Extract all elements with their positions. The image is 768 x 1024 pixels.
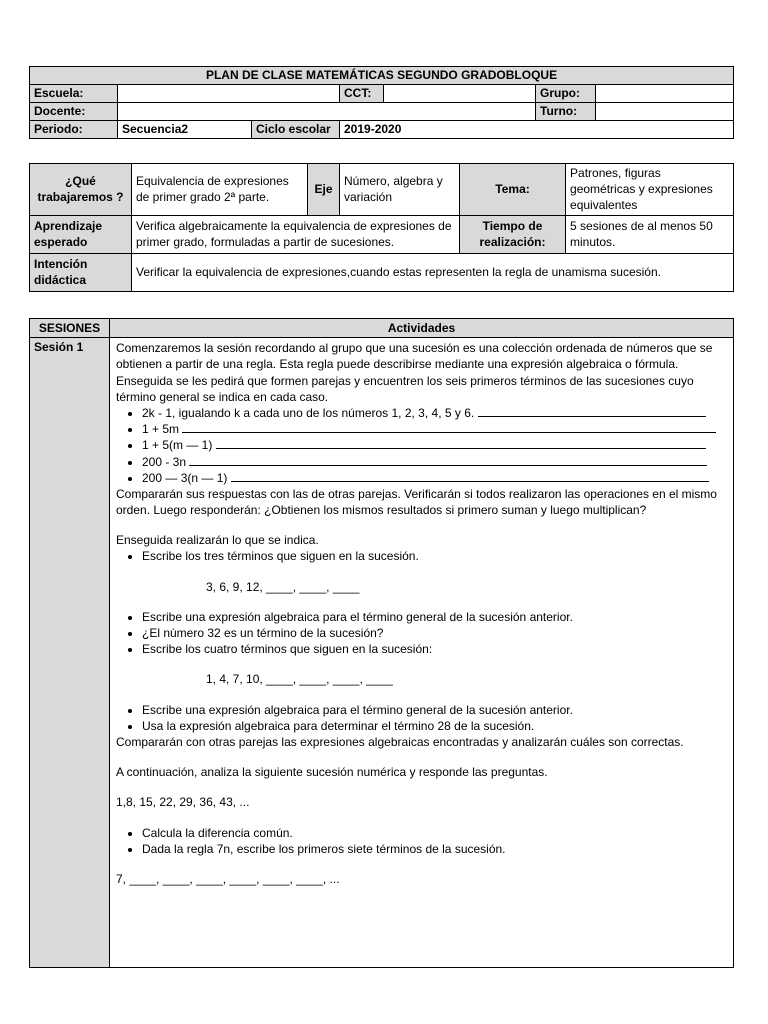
list-item: • Usa la expresión algebraica para determinar el término 28 de la sucesión. (142, 718, 727, 734)
answer-line[interactable] (478, 415, 706, 417)
list-item (142, 470, 727, 486)
expression-2: 1 + 5m (142, 422, 180, 437)
eje-value: Número, algebra y variación (340, 164, 460, 216)
list-item: • Escribe una expresión algebraica para el término general de la sucesión anterior. (142, 702, 727, 718)
turno-label: Turno: (536, 103, 596, 121)
task-list-2 (116, 609, 727, 658)
sequence-1: 3, 6, 9, 12, ____, ____, ____ (206, 579, 360, 594)
col-sesiones: SESIONES (30, 319, 110, 338)
docente-label: Docente: (30, 103, 118, 121)
activities-cell (110, 338, 734, 968)
aprendizaje-value: Verifica algebraicamente la equivalencia de expresiones de primer grado, formuladas a partir de sucesiones. (132, 215, 460, 253)
grupo-label: Grupo: (536, 85, 596, 103)
list-item (142, 454, 727, 470)
que-trabajaremos-label: ¿Qué trabajaremos ? (30, 164, 132, 216)
sequence-2: 1, 4, 7, 10, ____, ____, ____, ____ (206, 672, 393, 687)
tiempo-value: 5 sesiones de al menos 50 minutos. (566, 215, 734, 253)
task-list-1 (116, 548, 727, 564)
list-item: • Calcula la diferencia común. (142, 825, 727, 841)
enseguida-text: Enseguida realizarán lo que se indica. (116, 533, 319, 548)
list-item (142, 437, 727, 453)
expression-5: 200 — 3(n — 1) (142, 470, 228, 485)
list-item: • Escribe los cuatro términos que siguen en la sucesión: (142, 641, 727, 657)
intencion-value: Verificar la equivalencia de expresiones,cuando estas representen la regla de unamisma sucesión. (132, 253, 734, 291)
col-actividades: Actividades (110, 319, 734, 338)
cct-field[interactable] (384, 85, 536, 103)
expression-3: 1 + 5(m — 1) (142, 438, 213, 453)
answer-line[interactable] (216, 447, 706, 449)
ciclo-label: Ciclo escolar (252, 121, 340, 139)
intro-text: Comenzaremos la sesión recordando al grupo que una sucesión es una colección ordenada de números que se obtienen a partir de una regla. Esta regla puede describirse mediante una expresión algebraica o fórmula. Enseguida se les pedirá que formen parejas y encuentren los seis primeros términos de las sucesiones cuyo término general se indica en cada caso. (116, 341, 713, 404)
escuela-label: Escuela: (30, 85, 118, 103)
periodo-value: Secuencia2 (118, 121, 252, 139)
plan-title: PLAN DE CLASE MATEMÁTICAS SEGUNDO GRADOBLOQUE (30, 67, 734, 85)
sessions-table (29, 318, 734, 968)
expression-4: 200 - 3n (142, 454, 187, 469)
grupo-field[interactable] (596, 85, 734, 103)
continuacion-text: A continuación, analiza la siguiente sucesión numérica y responde las preguntas. (116, 765, 548, 780)
docente-field[interactable] (118, 103, 536, 121)
answer-line[interactable] (231, 480, 709, 482)
que-trabajaremos-value: Equivalencia de expresiones de primer grado 2ª parte. (132, 164, 308, 216)
aprendizaje-label: Aprendizaje esperado (30, 215, 132, 253)
eje-label: Eje (308, 164, 340, 216)
list-item (142, 421, 727, 437)
list-item: • ¿El número 32 es un término de la sucesión? (142, 625, 727, 641)
tema-label: Tema: (460, 164, 566, 216)
cct-label: CCT: (340, 85, 384, 103)
answer-line[interactable] (189, 464, 707, 466)
intencion-label: Intención didáctica (30, 253, 132, 291)
periodo-label: Periodo: (30, 121, 118, 139)
compare-text-1: Compararán sus respuestas con las de otras parejas. Verificarán si todos realizaron las operaciones en el mismo orden. Luego responderán: ¿Obtienen los mismos resultados si primero suman y luego multiplican? (116, 486, 717, 518)
list-item: • Dada la regla 7n, escribe los primeros siete términos de la sucesión. (142, 841, 727, 857)
info-table (29, 163, 734, 292)
turno-field[interactable] (596, 103, 734, 121)
ciclo-value: 2019-2020 (340, 121, 734, 139)
expressions-list (116, 405, 727, 486)
tiempo-label: Tiempo de realización: (460, 215, 566, 253)
list-item (142, 405, 727, 421)
header-table (29, 66, 734, 139)
sequence-4: 7, ____, ____, ____, ____, ____, ____, ... (116, 871, 340, 886)
list-item: • Escribe los tres términos que siguen en la sucesión. (142, 548, 727, 564)
list-item: • Escribe una expresión algebraica para el término general de la sucesión anterior. (142, 609, 727, 625)
task-list-3 (116, 702, 727, 734)
task-list-4 (116, 825, 727, 857)
expression-1: 2k - 1, igualando k a cada uno de los números 1, 2, 3, 4, 5 y 6. (142, 405, 475, 420)
session-label: Sesión 1 (30, 338, 110, 968)
answer-line[interactable] (182, 431, 716, 433)
tema-value: Patrones, figuras geométricas y expresiones equivalentes (566, 164, 734, 216)
sequence-3: 1,8, 15, 22, 29, 36, 43, ... (116, 795, 250, 810)
compare-text-2: Compararán con otras parejas las expresiones algebraicas encontradas y analizarán cuáles son correctas. (116, 734, 684, 749)
escuela-field[interactable] (118, 85, 340, 103)
